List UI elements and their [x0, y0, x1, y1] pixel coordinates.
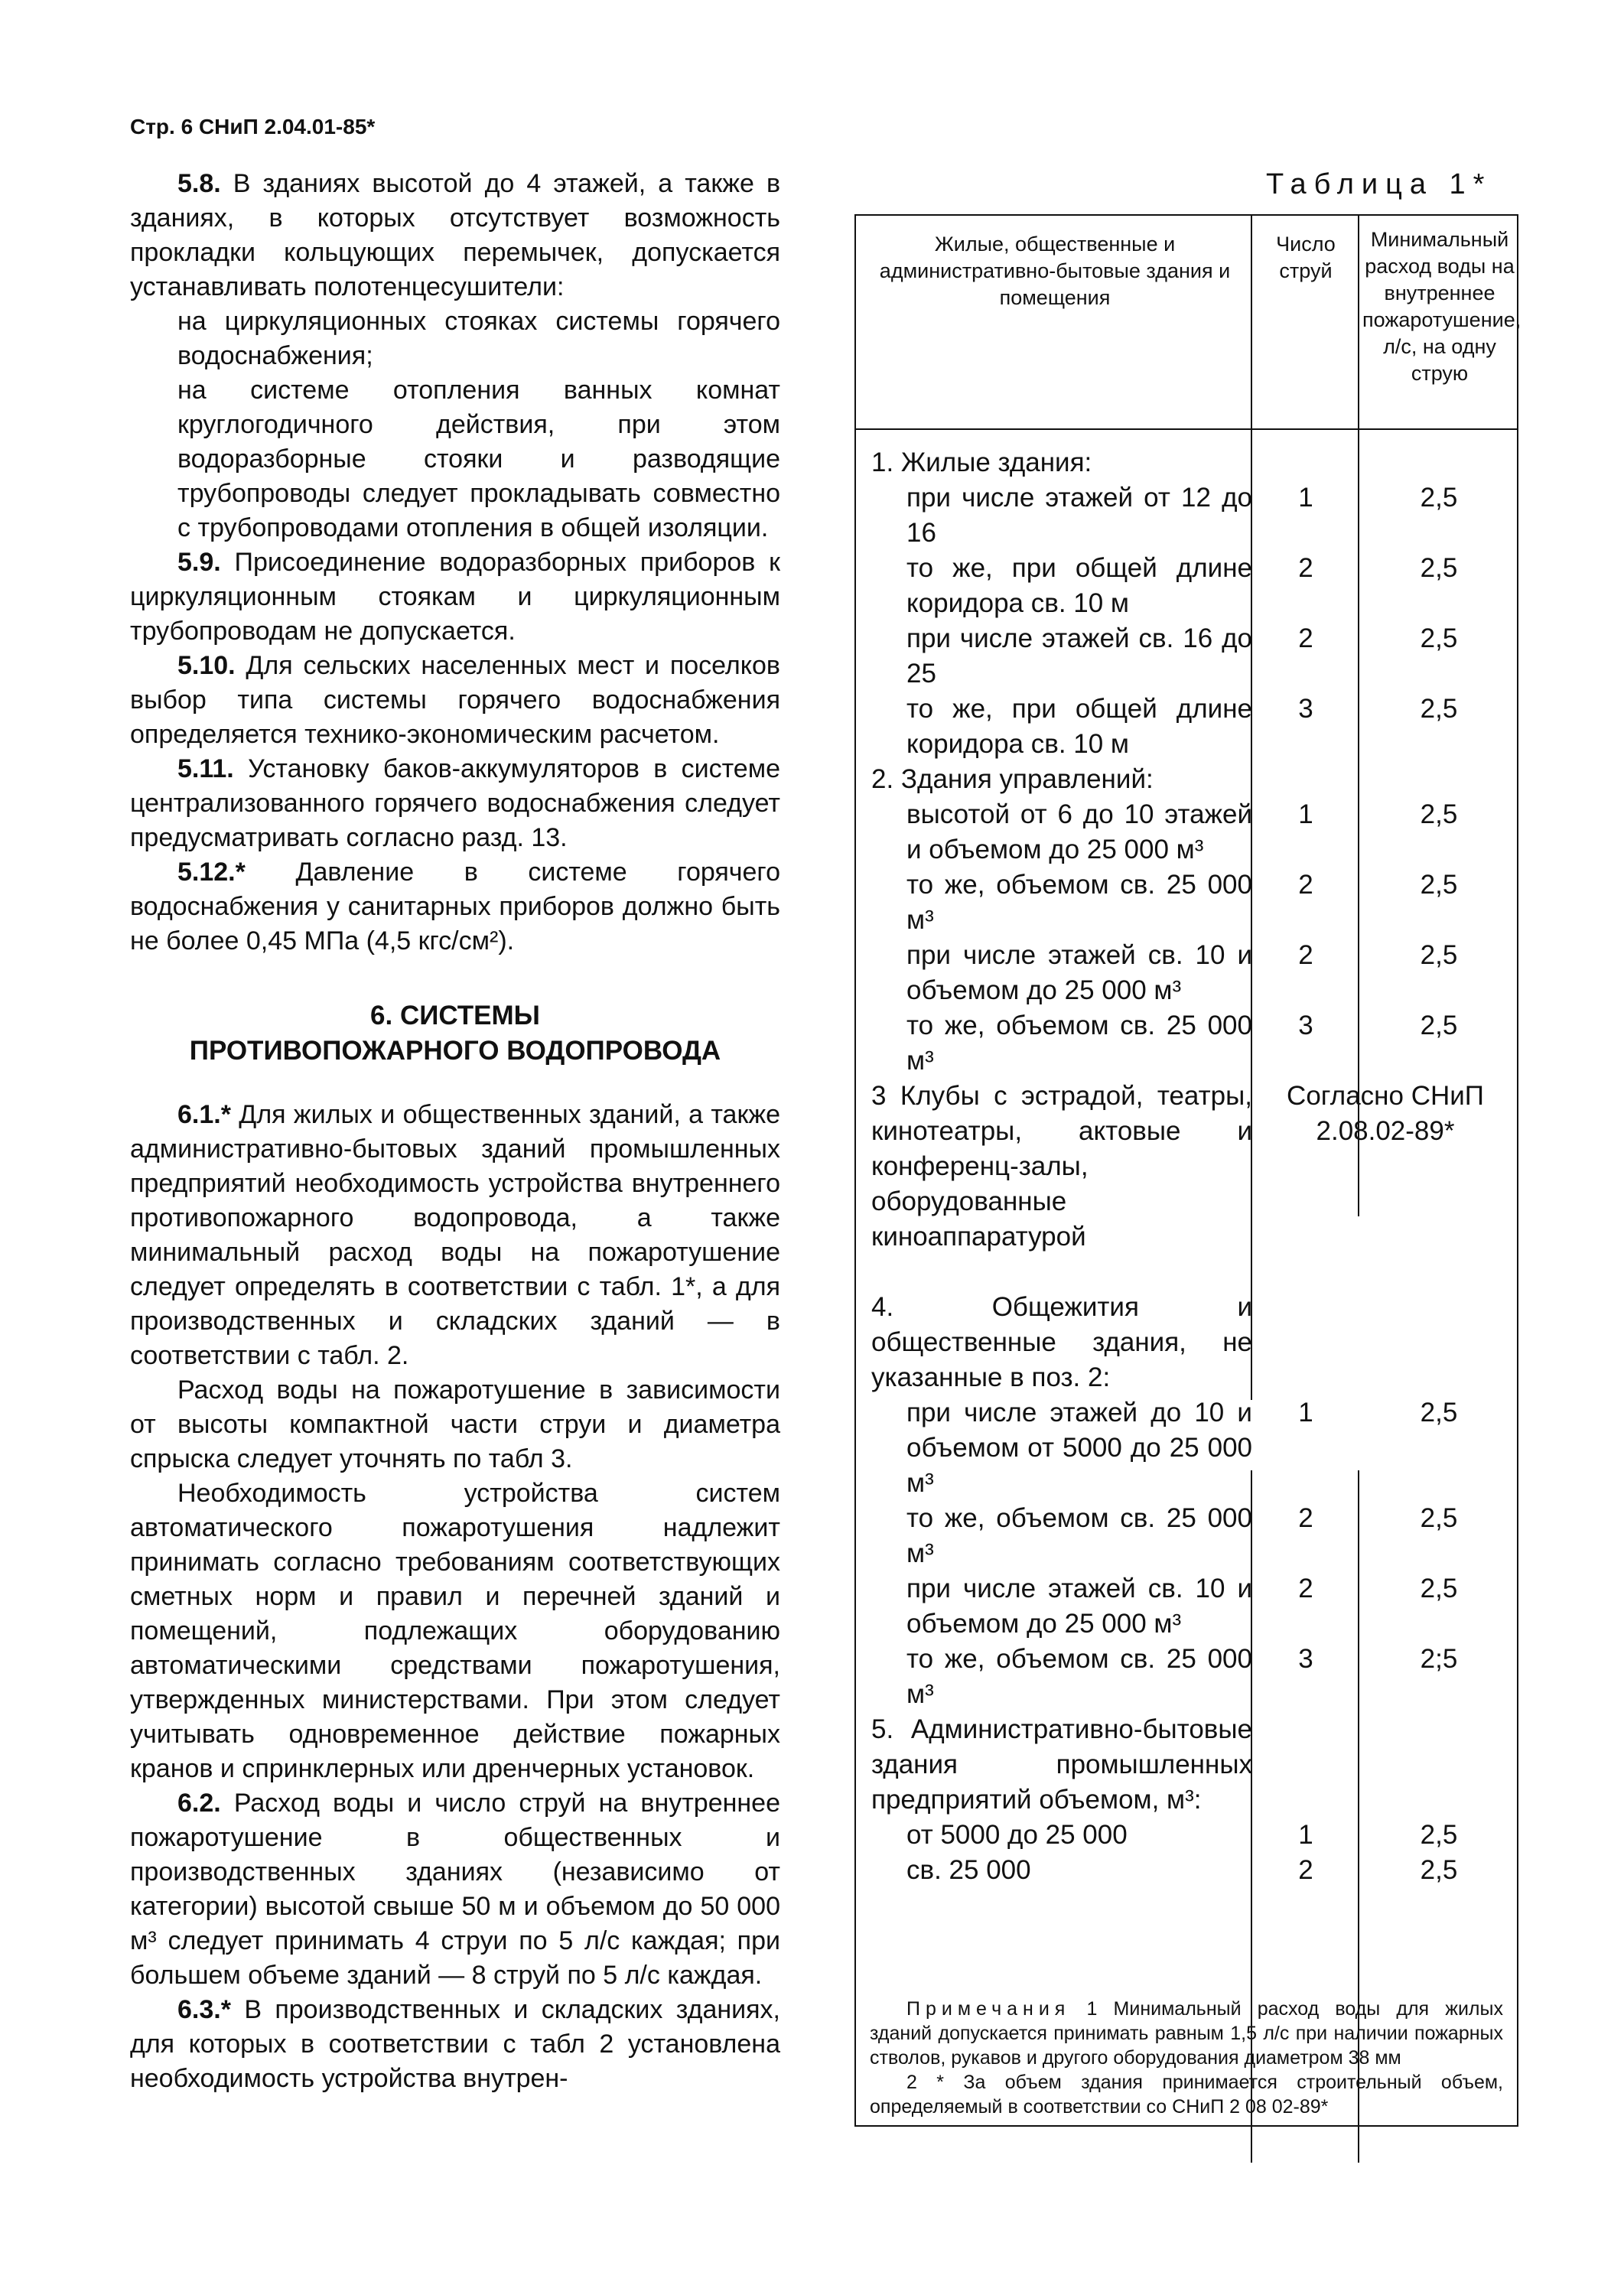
flow-cell: 2,5: [1420, 553, 1458, 583]
building-type-cell: 4. Общежития и общественные здания, не указанные в поз. 2:: [871, 1292, 1252, 1392]
note-1-text: 1 Минимальный расход воды для жилых зданий допускается принимать равным 1,5 л/с при наличии пожарных стволов, рукавов и другого оборудования диаметром 38 мм: [870, 1998, 1503, 2069]
jets-cell: 1: [1298, 799, 1313, 829]
table-row: [856, 1642, 1517, 1712]
jets-cell: 3: [1298, 1644, 1313, 1674]
flow-cell: 2,5: [1420, 1398, 1458, 1427]
table-row: [856, 1079, 1517, 1255]
clause-text: Присоединение водоразборных приборов к циркуляционным стоякам и циркуляционным трубопроводам не допускается.: [130, 548, 780, 646]
flow-cell: 2,5: [1420, 623, 1458, 653]
building-type-cell: при числе этажей св. 10 и объемом до 25 000 м³: [906, 940, 1252, 1005]
building-type-cell: 2. Здания управлений:: [871, 764, 1154, 794]
paragraph-5-8-item-b: на системе отопления ванных комнат круглогодичного действия, при этом водоразборные стояки и разводящие трубопроводы следует прокладывать совместно с трубопроводами отопления в общей изоляции.: [177, 376, 780, 542]
flow-cell: 2,5: [1420, 1011, 1458, 1040]
building-type-cell: то же, объемом св. 25 000 м³: [906, 1644, 1252, 1709]
building-type-cell: св. 25 000: [906, 1855, 1031, 1885]
flow-cell: 2,5: [1420, 694, 1458, 724]
table-caption: Таблица 1*: [1266, 168, 1492, 200]
paragraph-5-9: [130, 545, 780, 649]
clause-number: 6.3.*: [177, 1995, 231, 2024]
table-row: [856, 1818, 1517, 1853]
building-type-cell: высотой от 6 до 10 этажей и объемом до 25 000 м³: [906, 799, 1252, 864]
paragraph-6-1-c: Необходимость устройства систем автоматического пожаротушения надлежит принимать согласно требованиям соответствующих сметных норм и правил и перечней зданий и помещений, подлежащих оборудованию автоматическими средствами пожаротушения, утвержденных министерствами. При этом следует учитывать одновременное действие пожарных кранов и спринклерных или дренчерных установок.: [130, 1479, 780, 1783]
paragraph-5-12: [130, 855, 780, 959]
jets-cell: 3: [1298, 1011, 1313, 1040]
jets-cell: 2: [1298, 1503, 1313, 1533]
clause-text: Для жилых и общественных зданий, а также административно-бытовых зданий промышленных предприятий необходимость устройства внутреннего противопожарного водопровода, а также минимальный расход воды на пожаротушение следует определять в соответствии с табл. 1*, а для производственных и складских зданий — в соответствии с табл. 2.: [130, 1100, 780, 1370]
table-row: [856, 445, 1517, 480]
jets-cell: 2: [1298, 553, 1313, 583]
table-row: [856, 762, 1517, 797]
building-type-cell: то же, при общей длине коридора св. 10 м: [906, 694, 1252, 759]
paragraph-6-1-b: Расход воды на пожаротушение в зависимости от высоты компактной части струи и диаметра спрыска следует уточнять по табл 3.: [130, 1375, 780, 1473]
jets-cell: 2: [1298, 1574, 1313, 1603]
table-header: [856, 216, 1521, 430]
jets-cell: 2: [1298, 1855, 1313, 1885]
paragraph-6-2: [130, 1786, 780, 1993]
table-row: [856, 1571, 1517, 1642]
clause-text: Давление в системе горячего водоснабжения у санитарных приборов должно быть не более 0,45 МПа (4,5 кгс/см²).: [130, 858, 780, 955]
table-notes: [856, 1997, 1517, 2119]
note-1: [870, 1997, 1503, 2070]
building-type-cell: при числе этажей св. 10 и объемом до 25 000 м³: [906, 1574, 1252, 1639]
building-type-cell: от 5000 до 25 000: [906, 1820, 1128, 1850]
flow-cell: 2,5: [1420, 1855, 1458, 1885]
flow-cell: 2,5: [1420, 940, 1458, 970]
flow-cell: 2,5: [1420, 799, 1458, 829]
paragraph-6-3: [130, 1993, 780, 2096]
flow-cell: 2;5: [1420, 1644, 1458, 1674]
table-row: [856, 1008, 1517, 1079]
main-text-column: [130, 167, 780, 2096]
header-divider-2: [1358, 216, 1359, 428]
clause-number: 6.2.: [177, 1789, 221, 1818]
building-type-cell: то же, объемом св. 25 000 м³: [906, 870, 1252, 935]
paragraph-6-1: [130, 1098, 780, 1373]
table-row: [856, 1290, 1517, 1395]
header-divider-1: [1251, 216, 1252, 428]
table-row: [856, 621, 1517, 692]
table-row: [856, 938, 1517, 1008]
building-type-cell: то же, при общей длине коридора св. 10 м: [906, 553, 1252, 618]
table-row: [856, 1853, 1517, 1888]
table-row: [856, 1395, 1517, 1501]
table-row: [856, 551, 1517, 621]
clause-text: Расход воды и число струй на внутреннее пожаротушение в общественных и производственных зданиях (независимо от категории) высотой свыше 50 м и объемом до 50 000 м³ следует принимать 4 струи по 5 л/с каждая; при большем объеме зданий — 8 струй по 5 л/с каждая.: [130, 1789, 780, 1990]
section-title-line-1: 6. СИСТЕМЫ: [370, 1001, 540, 1030]
column-header-jets: Число струй: [1276, 233, 1336, 282]
clause-text: Для сельских населенных мест и поселков выбор типа системы горячего водоснабжения определяется технико-экономическим расчетом.: [130, 651, 780, 749]
building-type-cell: 1. Жилые здания:: [871, 448, 1092, 477]
table-body: [856, 445, 1517, 1888]
clause-number: 6.1.*: [177, 1100, 231, 1129]
table-1: [854, 214, 1521, 2127]
notes-label: Примечания: [906, 1998, 1071, 2020]
flow-cell: 2,5: [1420, 1820, 1458, 1850]
jets-cell: 3: [1298, 694, 1313, 724]
clause-number: 5.12.*: [177, 858, 246, 887]
jets-cell: 1: [1298, 483, 1313, 513]
jets-cell: 1: [1298, 1820, 1313, 1850]
table-row: [856, 868, 1517, 938]
building-type-cell: то же, объемом св. 25 000 м³: [906, 1503, 1252, 1568]
building-type-cell: 5. Административно-бытовые здания промышленных предприятий объемом, м³:: [871, 1714, 1252, 1815]
building-type-cell: 3 Клубы с эстрадой, театры, кинотеатры, актовые и конференц-залы, оборудованные киноаппаратурой: [871, 1081, 1252, 1252]
flow-cell: 2,5: [1420, 483, 1458, 513]
table-row: [856, 797, 1517, 868]
flow-cell: 2,5: [1420, 1574, 1458, 1603]
table-row: [856, 480, 1517, 551]
paragraph-5-8-item-a: на циркуляционных стояках системы горячего водоснабжения;: [177, 307, 780, 370]
clause-number: 5.11.: [177, 754, 234, 783]
building-type-cell: при числе этажей св. 16 до 25: [906, 623, 1252, 688]
section-6-title: [130, 998, 780, 1069]
clause-number: 5.9.: [177, 548, 221, 577]
clause-text: В зданиях высотой до 4 этажей, а также в зданиях, в которых отсутствует возможность прокладки кольцующих перемычек, допускается устанавливать полотенцесушители:: [130, 169, 780, 301]
flow-cell: 2,5: [1420, 870, 1458, 900]
paragraph-5-8: [130, 167, 780, 304]
clause-text: В производственных и складских зданиях, для которых в соответствии с табл 2 установлена необходимость устройства внутрен-: [130, 1995, 780, 2093]
table-row: [856, 1501, 1517, 1571]
jets-cell: 2: [1298, 940, 1313, 970]
column-header-flow: Минимальный расход воды на внутреннее пожаротушение, л/с, на одну струю: [1362, 228, 1521, 385]
table-row: [856, 692, 1517, 762]
clause-text: Установку баков-аккумуляторов в системе централизованного горячего водоснабжения следует предусматривать согласно разд. 13.: [130, 754, 781, 852]
jets-cell: 2: [1298, 623, 1313, 653]
building-type-cell: то же, объемом св. 25 000 м³: [906, 1011, 1252, 1076]
column-header-buildings: Жилые, общественные и административно-бытовые здания и помещения: [879, 233, 1231, 309]
section-title-line-2: ПРОТИВОПОЖАРНОГО ВОДОПРОВОДА: [189, 1036, 721, 1066]
jets-cell: 2: [1298, 870, 1313, 900]
clause-number: 5.10.: [177, 651, 236, 680]
building-type-cell: при числе этажей до 10 и объемом от 5000 до 25 000 м³: [906, 1398, 1252, 1498]
paragraph-5-11: [130, 752, 780, 855]
note-2: 2 * За объем здания принимается строительный объем, определяемый в соответствии со СНиП 2 08 02-89*: [870, 2072, 1503, 2118]
table-row: [856, 1712, 1517, 1818]
paragraph-5-10: [130, 649, 780, 752]
page-header: Стр. 6 СНиП 2.04.01-85*: [130, 115, 376, 138]
flow-cell: 2,5: [1420, 1503, 1458, 1533]
building-type-cell: при числе этажей от 12 до 16: [906, 483, 1252, 548]
merged-reference-cell: Согласно СНиП 2.08.02-89*: [1287, 1081, 1484, 1146]
clause-number: 5.8.: [177, 169, 221, 198]
jets-cell: 1: [1298, 1398, 1313, 1427]
